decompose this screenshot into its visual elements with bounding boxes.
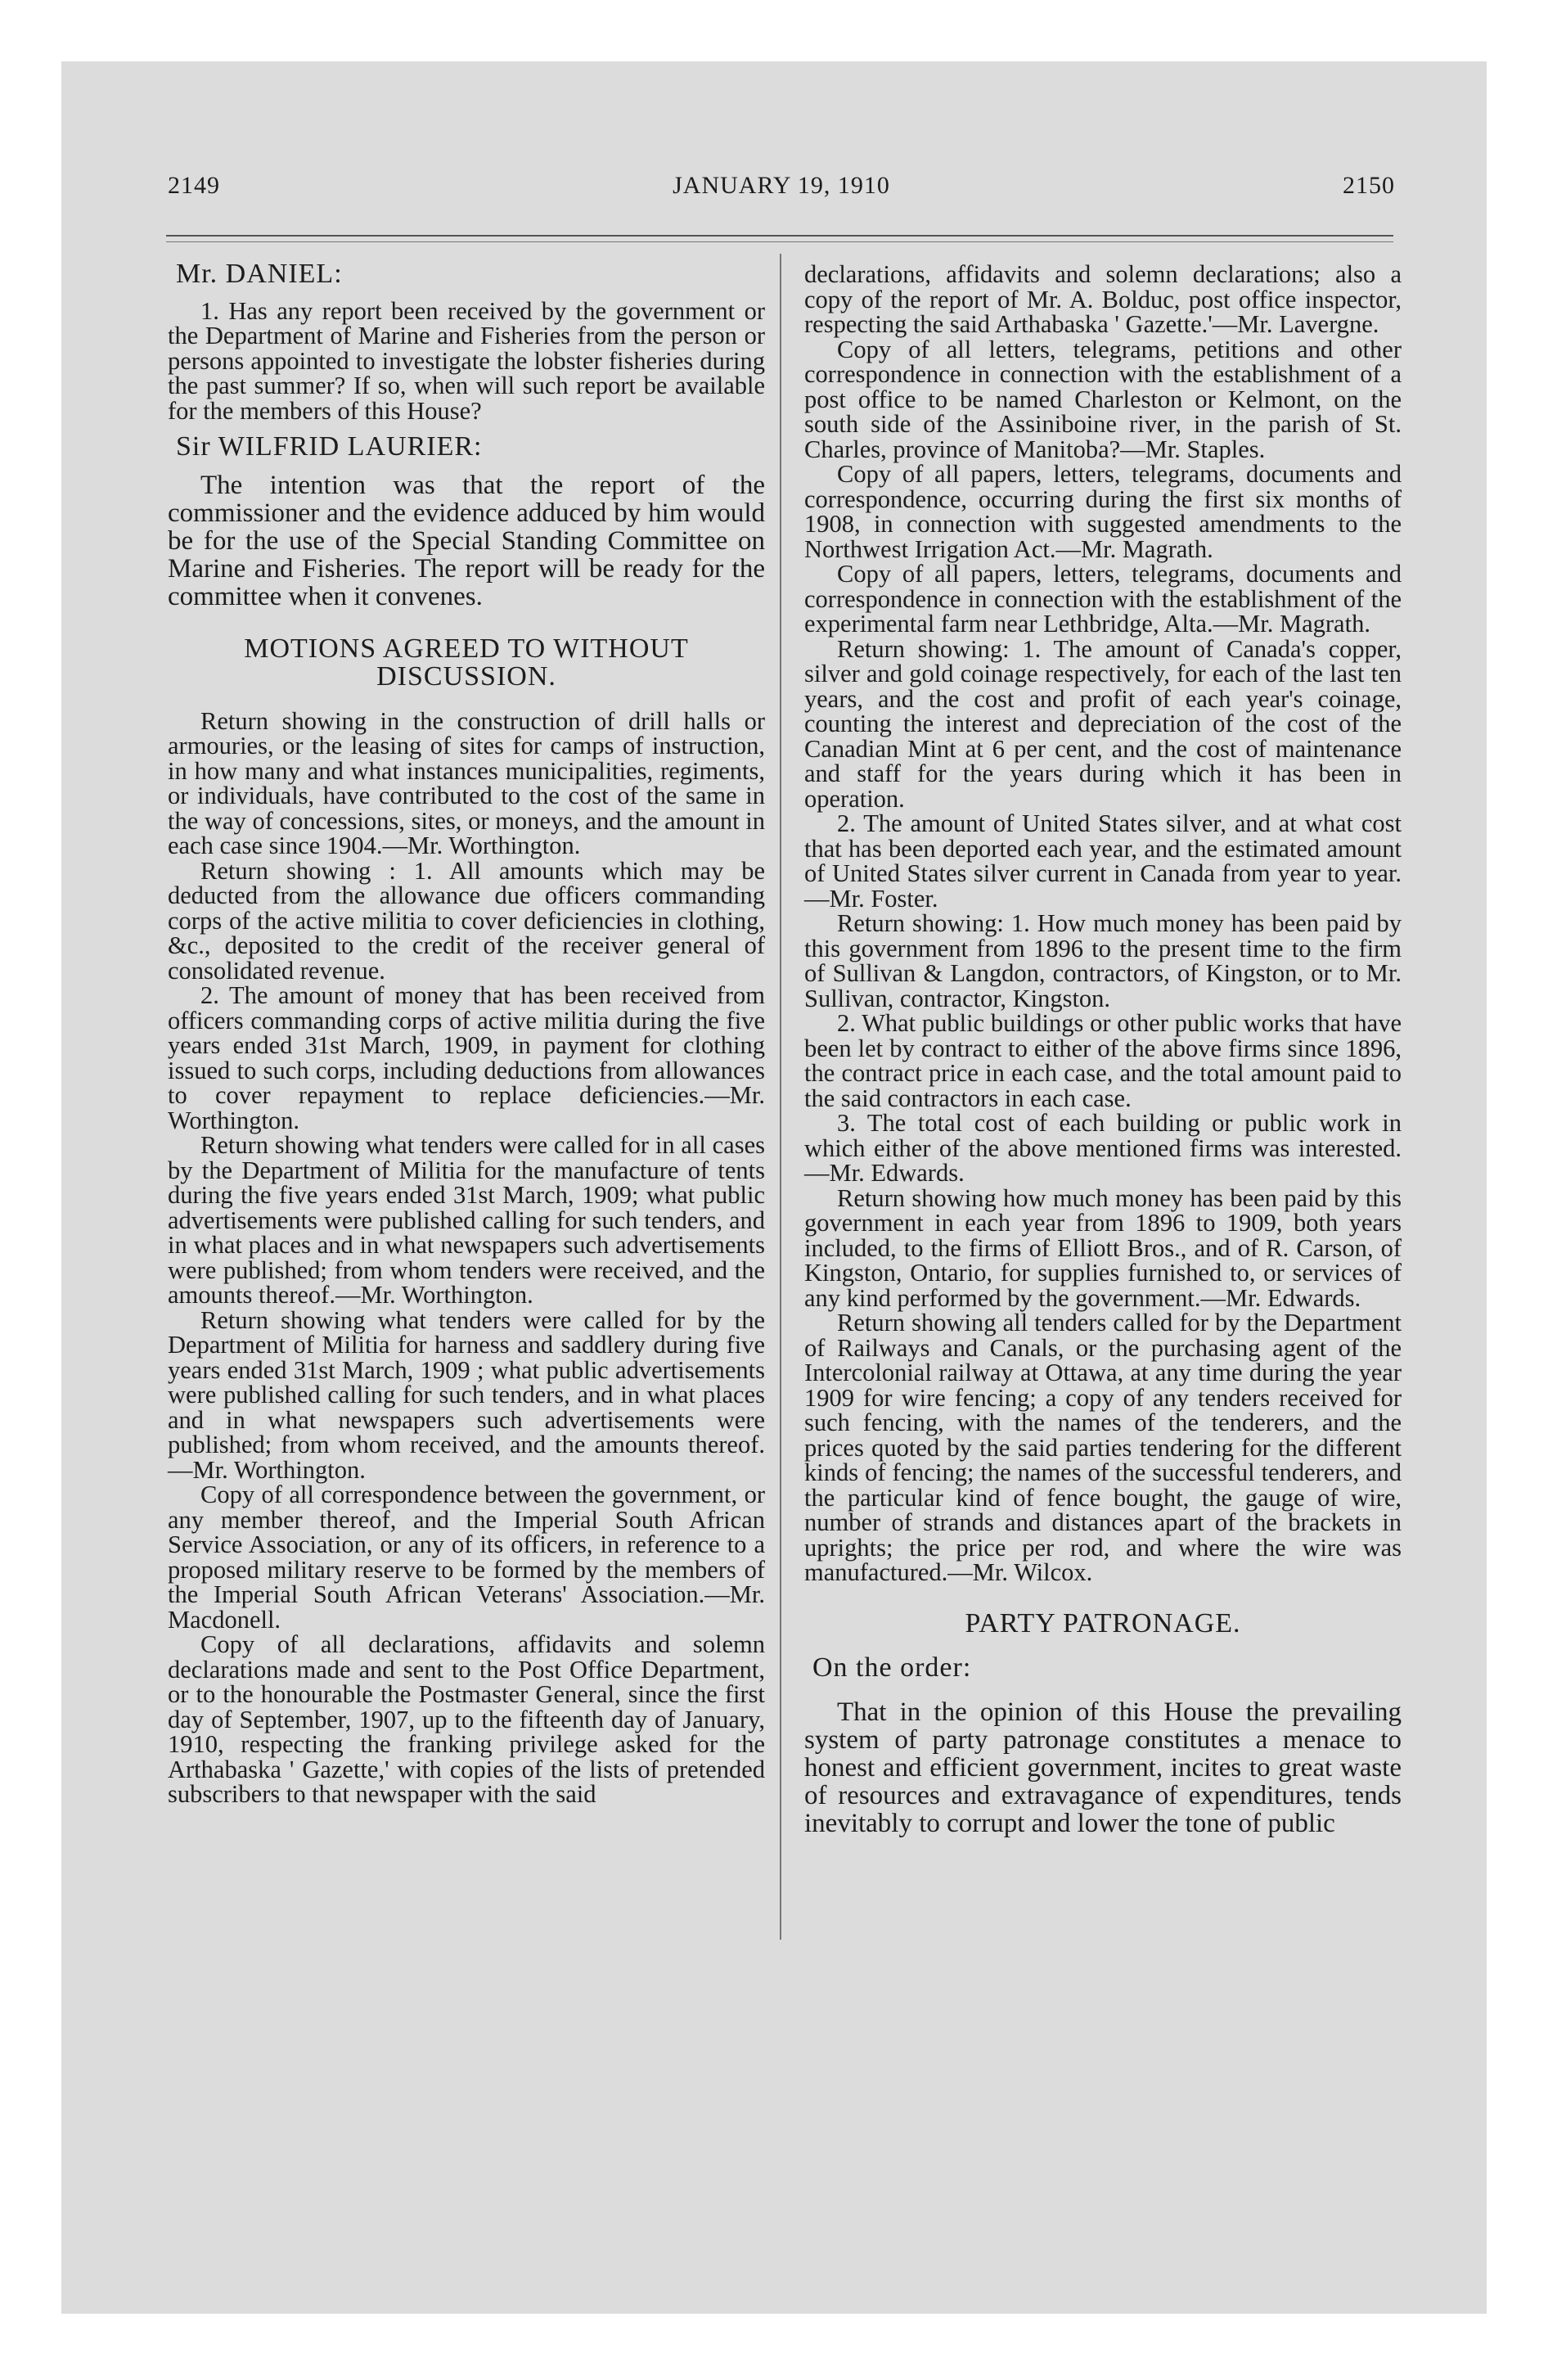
order-label: On the order: (812, 1652, 972, 1683)
motion-paragraph: Copy of all papers, letters, telegrams, documents and correspondence, occurring during the first six months of 1908, in connection with suggested amendments to the Northwest Irrigation Act.—Mr. Magrath. (804, 460, 1402, 563)
speaker-laurier: Sir WILFRID LAURIER: (176, 431, 483, 462)
answer-paragraph: The intention was that the report of the commissioner and the evidence adduced by him would be for the use of the Special Standing Committee on Marine and Fisheries. The report will be ready for the committee when it convenes. (168, 470, 765, 611)
motion-paragraph: 2. What public buildings or other public works that have been let by contract to either of the above firms since 1896, the contract price in each case, and the total amount paid to the said contractors in each case. (804, 1009, 1402, 1112)
left-column (168, 259, 765, 1808)
motion-paragraph: Return showing in the construction of drill halls or armouries, or the leasing of sites for camps of instruction, in how many and what instances municipalities, regiments, or individuals, have contributed to the cost of the same in the way of concessions, sites, or moneys, and the amount in each case since 1904.—Mr. Worthington. (168, 706, 765, 859)
motion-paragraph: 2. The amount of United States silver, and at what cost that has been deported each year, and the estimated amount of United States silver current in Canada from year to year.—Mr. Foster. (804, 809, 1402, 913)
section-heading-party-patronage: PARTY PATRONAGE. (965, 1607, 1241, 1639)
motion-paragraph: Copy of all correspondence between the government, or any member thereof, and the Imperial South African Service Association, or any of its officers, in reference to a proposed military reserve to be formed by the members of the Imperial South African Veterans' Association.—Mr. Macdonell. (168, 1481, 765, 1634)
motion-paragraph: Return showing: 1. The amount of Canada's copper, silver and gold coinage respectively, for each of the last ten years, and the cost and profit of each year's coinage, counting the interest and depreciation of the cost of the Canadian Mint at 6 per cent, and the cost of maintenance and staff for the years during which it has been in operation. (804, 634, 1402, 813)
motion-paragraph: Copy of all papers, letters, telegrams, documents and correspondence in connection with the establishment of the experimental farm near Lethbridge, Alta.—Mr. Magrath. (804, 560, 1402, 638)
motion-paragraph: Return showing all tenders called for by the Department of Railways and Canals, or the purchasing agent of the Intercolonial railway at Ottawa, at any time during the year 1909 for wire fencing; a copy of any tenders received for such fencing, with the names of the tenderers, and the prices quoted by the said parties tendering for the different kinds of fencing; the names of the successful tenderers, and the particular kind of fence bought, the gauge of wire, number of strands and distances apart of the brackets in uprights; the price per rod, and where the wire was manufactured.—Mr. Wilcox. (804, 1309, 1402, 1586)
speaker-daniel: Mr. DANIEL: (176, 259, 343, 289)
patronage-motion-paragraph: That in the opinion of this House the prevailing system of party patronage constitutes a menace to honest and efficient government, incites to great waste of resources and extravagance of expenditures, tends inevitably to corrupt and lower the tone of public (804, 1697, 1402, 1838)
motion-paragraph: Return showing how much money has been paid by this government in each year from 1896 to 1909, both years included, to the firms of Elliott Bros., and of R. Carson, of Kingston, Ontario, for supplies furnished to, or services of any kind performed by the government.—Mr. Edwards. (804, 1183, 1402, 1312)
page-number-right: 2150 (1343, 172, 1395, 199)
header-rule (166, 235, 1393, 237)
motion-paragraph: Return showing what tenders were called for by the Department of Militia for harness and saddlery during five years ended 31st March, 1909 ; what public advertisements were published calling for such tenders, and in what places and in what newspapers such advertisements were published; from whom received, and the amounts thereof.—Mr. Worthington. (168, 1305, 765, 1484)
page-number-left: 2149 (168, 172, 220, 199)
motion-paragraph: Copy of all declarations, affidavits and solemn declarations made and sent to the Post Office Department, or to the honourable the Postmaster General, since the first day of September, 1907, up to the fifteenth day of January, 1910, respecting the franking privilege asked for the Arthabaska ' Gazette,' with copies of the lists of pretended subscribers to that newspaper with the said (168, 1630, 765, 1808)
column-divider (780, 254, 781, 1940)
motion-paragraph: Return showing: 1. How much money has been paid by this government from 1896 to the present time to the firm of Sullivan & Langdon, contractors, of Kingston, or to Mr. Sullivan, contractor, Kingston. (804, 909, 1402, 1012)
question-paragraph: 1. Has any report been received by the government or the Department of Marine and Fisheries from the person or persons appointed to investigate the lobster fisheries during the past summer? If so, when will such report be available for the members of this House? (168, 296, 765, 425)
motion-paragraph: 2. The amount of money that has been received from officers commanding corps of active militia during the five years ended 31st March, 1909, in payment for clothing issued to such corps, including deductions from allowances to cover repayment to replace deficiencies.—Mr. Worthington. (168, 981, 765, 1134)
motion-paragraph: Copy of all letters, telegrams, petitions and other correspondence in connection with the establishment of a post office to be named Charleston or Kelmont, on the south side of the Assiniboine river, in the parish of St. Charles, province of Manitoba?—Mr. Staples. (804, 335, 1402, 463)
page-date: JANUARY 19, 1910 (673, 172, 890, 199)
header-rule-thin (166, 241, 1393, 242)
motion-paragraph: Return showing what tenders were called for in all cases by the Department of Militia for the manufacture of tents during the five years ended 31st March, 1909; what public advertisements were published calling for such tenders, and in what places and in what newspapers such advertisements were published; from whom tenders were received, and the amounts thereof.—Mr. Worthington. (168, 1131, 765, 1309)
motion-paragraph: declarations, affidavits and solemn declarations; also a copy of the report of Mr. A. Bolduc, post office inspector, respecting the said Arthabaska ' Gazette.'—Mr. Lavergne. (804, 260, 1402, 338)
motion-paragraph: Return showing : 1. All amounts which may be deducted from the allowance due officers commanding corps of the active militia to cover deficiencies in clothing, &c., deposited to the credit of the receiver general of consolidated revenue. (168, 856, 765, 985)
right-column (804, 262, 1402, 1837)
motion-paragraph: 3. The total cost of each building or public work in which either of the above mentioned firms was interested.—Mr. Edwards. (804, 1109, 1402, 1187)
section-heading-motions: MOTIONS AGREED TO WITHOUT DISCUSSION. (244, 633, 689, 692)
